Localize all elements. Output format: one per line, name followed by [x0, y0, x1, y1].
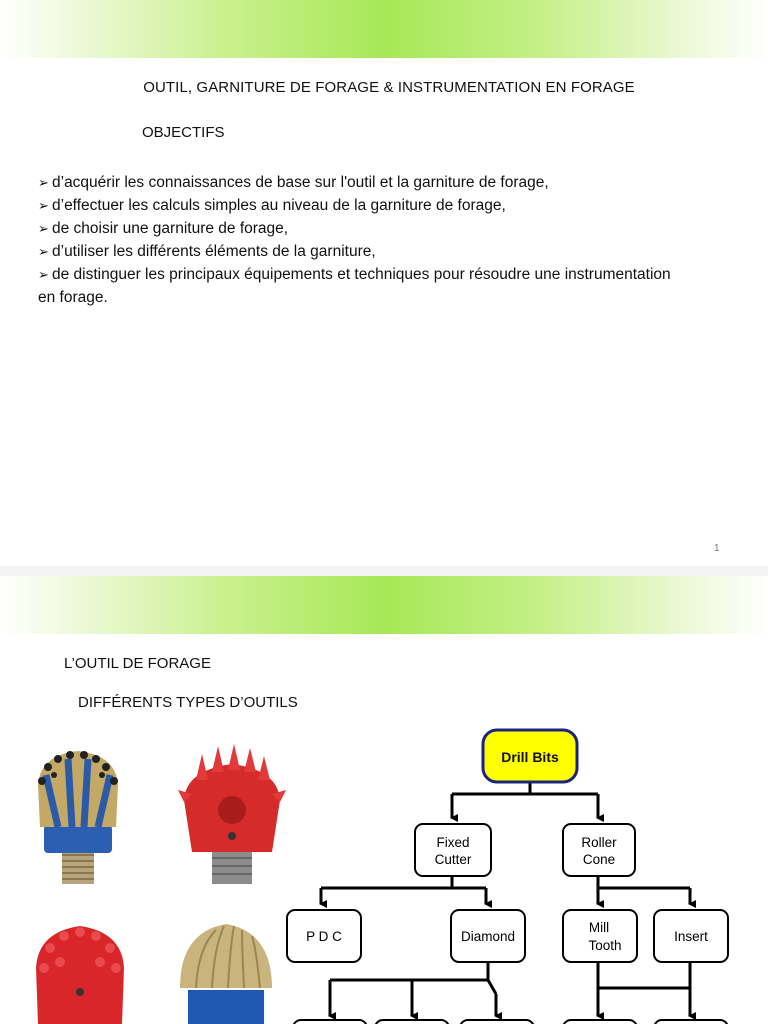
pdc-bit-image	[28, 745, 128, 885]
svg-text:Cutter: Cutter	[434, 852, 472, 867]
header-gradient-band	[0, 576, 768, 634]
section-subheading: DIFFÉRENTS TYPES D’OUTILS	[78, 694, 298, 711]
svg-text:Mill: Mill	[588, 920, 610, 935]
svg-text:P D C: P D C	[306, 929, 342, 944]
section-heading: L’OUTIL DE FORAGE	[64, 655, 211, 672]
list-item: ➢ d’acquérir les connaissances de base sur l'outil et la garniture de forage,	[38, 171, 766, 194]
slide-title: OUTIL, GARNITURE DE FORAGE & INSTRUMENTATION EN FORAGE	[143, 79, 635, 96]
header-gradient-band	[0, 0, 768, 58]
tricone-bit-image	[30, 918, 130, 1024]
diamond-bit-image	[176, 918, 276, 1024]
drill-bits-diagram	[280, 722, 768, 1024]
list-item: ➢ d’effectuer les calculs simples au niveau de la garniture de forage,	[38, 194, 766, 217]
arrow-bullet-icon: ➢	[38, 198, 49, 213]
connector-lines	[321, 782, 690, 1016]
svg-text:Insert: Insert	[674, 929, 708, 944]
arrow-bullet-icon: ➢	[38, 267, 49, 282]
svg-text:Tooth: Tooth	[588, 938, 622, 953]
node-mill-tooth	[563, 910, 637, 962]
svg-text:Fixed: Fixed	[436, 835, 470, 850]
node-insert	[654, 910, 728, 962]
mill-tooth-bit-image	[176, 740, 288, 885]
arrow-bullet-icon: ➢	[38, 221, 49, 236]
svg-text:Roller: Roller	[581, 835, 617, 850]
node-roller-cone	[563, 824, 635, 876]
slide-separator	[0, 566, 768, 576]
node-drill-bits	[483, 730, 577, 782]
cut-off-nodes	[293, 1020, 728, 1024]
svg-text:Diamond: Diamond	[460, 929, 516, 944]
list-item: ➢ d’utiliser les différents éléments de la garniture,	[38, 240, 766, 263]
list-item: ➢ de distinguer les principaux équipements et techniques pour résoudre une instrumentation	[38, 263, 766, 286]
svg-text:Drill Bits: Drill Bits	[501, 749, 559, 765]
node-pdc	[287, 910, 361, 962]
svg-text:Cone: Cone	[582, 852, 616, 867]
objectives-heading: OBJECTIFS	[142, 124, 225, 141]
arrow-bullet-icon: ➢	[38, 175, 49, 190]
node-diamond	[451, 910, 525, 962]
list-item-continuation: en forage.	[38, 289, 108, 306]
page-number: 1	[714, 543, 720, 554]
arrow-bullet-icon: ➢	[38, 244, 49, 259]
list-item: ➢ de choisir une garniture de forage,	[38, 217, 766, 240]
node-fixed-cutter	[415, 824, 491, 876]
objectives-list	[38, 171, 766, 309]
